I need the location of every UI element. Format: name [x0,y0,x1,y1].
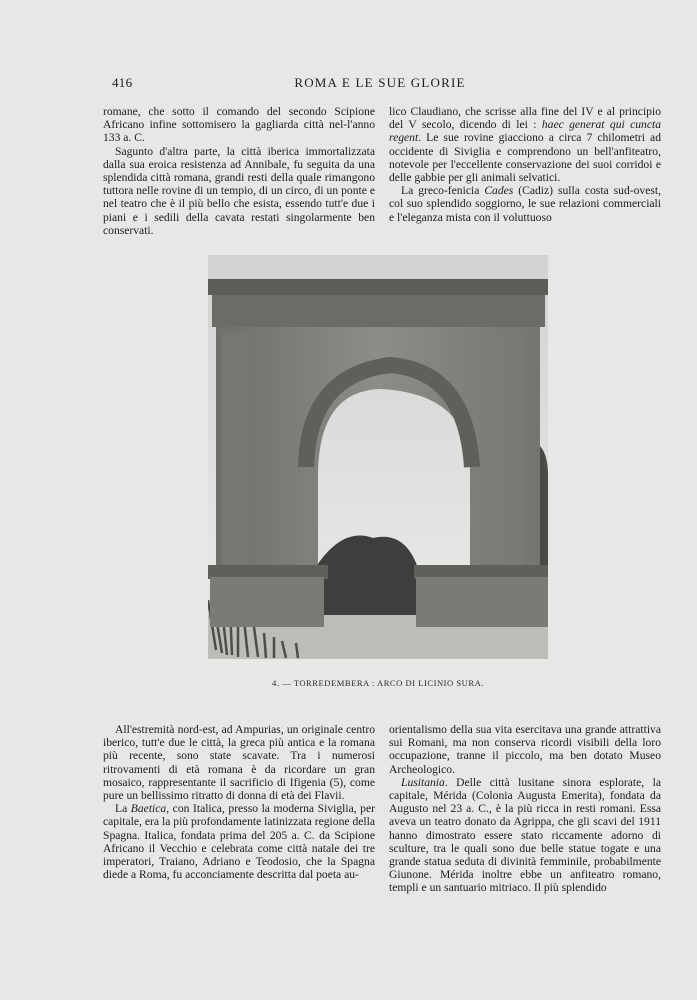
paragraph [389,105,661,184]
text-run: lico Claudiano, che scrisse alla fine del IV e al principio del V secolo, dicendo di lei : [389,105,661,132]
text-column-top-left [103,105,375,237]
paragraph [103,802,375,881]
text-run: (Cadiz) sulla costa sud-ovest, col suo splendido soggiorno, le sue relazioni commerciali e l'eleganza mista con il voluttuoso [389,184,661,224]
figure-caption: 4. — TORREDEMBERA : ARCO DI LICINIO SURA. [272,678,484,688]
paragraph: romane, che sotto il comando del secondo Scipione Africano infine sottomisero la gagliarda città nel-l'anno 133 a. C. [103,105,375,145]
text-column-bottom-right [389,723,661,895]
page-number: 416 [112,75,133,90]
paragraph: All'estremità nord-est, ad Ampurias, un originale centro iberico, tutt'e due le città, la greca più antica e la romana più recente, sono state scavate. Tra i numerosi ritrovamenti di età romana è da ricordare un gran mosaico, rappresentante il sacrificio di Ifigenia (5), come pure un bellissimo ritratto di donna di età dei Flavii. [103,723,375,803]
paragraph: orientalismo della sua vita esercitava una grande attrattiva sui Romani, ma non conserva ricordi visibili della loro occupazione, tranne il piccolo, ma ben dotato Museo Archeologico. [389,723,661,776]
text-column-bottom-left [103,723,375,881]
paragraph [389,776,661,895]
paragraph: Sagunto d'altra parte, la città iberica immortalizzata dalla sua eroica resistenza ad Annibale, fu seguita da una splendida città romana, grandi resti della quale rimangono tuttora nelle rovine di un tempio, di un circo, di un ponte e nel teatro che è il più bello che esista, essendo tutt'e due i piani e i sedili della cavata restati singolarmente ben conservati. [103,144,375,237]
arch-photograph [208,255,548,659]
region-name: Lusitania [401,775,445,789]
text-run: La greco-fenicia [401,184,485,198]
text-run: . Delle città lusitane sinora esplorate, la capitale, Mérida (Colonia Augusta Emerita), fondata da Augusto nel 23 a. C., è la più ricca in resti romani. Essa aveva un teatro donato da Agrippa, che gli scavi del 1911 hanno dimostrato essere stato riccamente adorno di sculture, tra le quali sono due belle statue togate e una grande statua seduta di divinità femminile, probabilmente Giunone. Mérida inoltre ebbe un anfiteatro romano, templi e un santuario mitriaco. Il più splendido [389,775,661,895]
latin-quote: haec generat qui cuncta regent [389,118,662,145]
text-run: , con Italica, presso la moderna Siviglia, per capitale, era la più profondamente latinizzata regione della Spagna. Italica, fondata prima del 205 a. C. da Scipione Africano il Vecchio e celebrata come città natale dei tre imperatori, Traiano, Adriano e Teodosio, che la Spagna diede a Roma, fu acconciamente descritta dal poeta au- [103,802,375,882]
text-column-top-right [389,105,661,224]
text-run: La [115,802,131,816]
paragraph [389,184,661,224]
place-name: Cades [484,184,514,198]
region-name: Baetica [130,802,167,816]
running-title: ROMA E LE SUE GLORIE [294,75,466,90]
text-run: . Le sue rovine giacciono a circa 7 chilometri ad occidente di Siviglia e comprendono un bell'anfiteatro, notevole per l'eccellente conservazione dei suoi corridoi e delle gabbie per gli animali selvatici. [389,131,661,185]
